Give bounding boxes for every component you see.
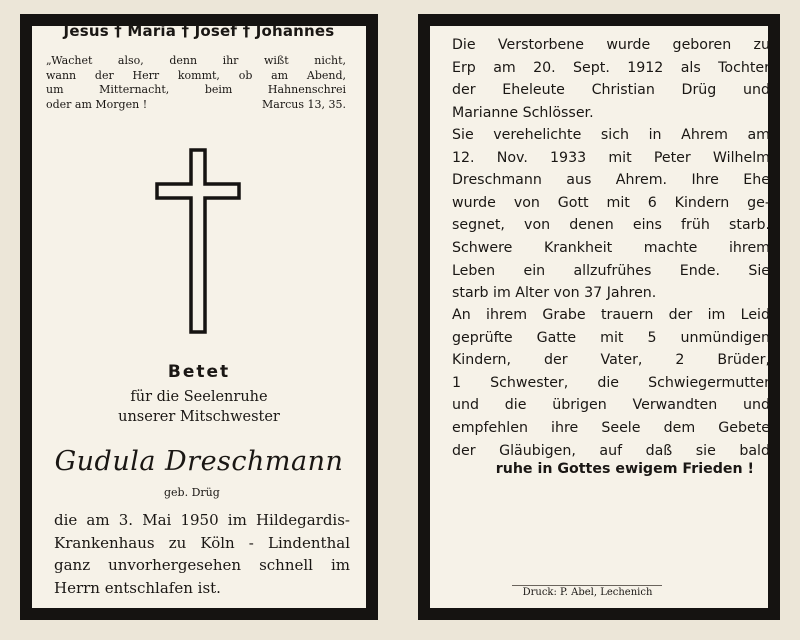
text-line: Schwere Krankheit machte ihrem xyxy=(452,239,770,256)
text-line: Herrn entschlafen ist. xyxy=(54,578,221,597)
death-notice xyxy=(54,509,350,599)
text-line: Dreschmann aus Ahrem. Ihre Ehe xyxy=(452,172,770,189)
quote-line: „Wachet also, denn ihr wißt nicht, xyxy=(46,54,346,67)
text-line: Erp am 20. Sept. 1912 als Tochter xyxy=(452,59,770,76)
text-line: der Eheleute Christian Drüg und xyxy=(452,82,770,99)
subtitle-line-1: für die Seelenruhe xyxy=(130,389,268,405)
text-line: segnet, von denen eins früh starb. xyxy=(452,217,770,234)
text-line: starb im Alter von 37 Jahren. xyxy=(452,285,657,302)
text-line: ganz unvorhergesehen schnell im xyxy=(54,556,350,574)
text-line: Die Verstorbene wurde geboren zu xyxy=(452,37,770,53)
text-line: Kindern, der Vater, 2 Brüder, xyxy=(452,352,770,369)
cross-icon xyxy=(155,148,241,334)
betet-heading: Betet xyxy=(167,362,231,382)
quote-line-last xyxy=(46,98,346,113)
printer-divider xyxy=(512,585,662,586)
text-line: Marianne Schlösser. xyxy=(452,104,594,121)
text-line: geprüfte Gatte mit 5 unmündigen xyxy=(452,329,770,346)
text-line: Leben ein allzufrühes Ende. Sie xyxy=(452,262,770,279)
text-line: wurde von Gott mit 6 Kindern ge- xyxy=(452,194,770,211)
quote-line: oder am Morgen ! xyxy=(46,97,148,111)
text-line: 12. Nov. 1933 mit Peter Wilhelm xyxy=(452,149,770,166)
text-line: der Gläubigen, auf daß sie bald xyxy=(452,442,770,459)
quote-reference: Marcus 13, 35. xyxy=(262,97,346,111)
closing-line: ruhe in Gottes ewigem Frieden ! xyxy=(495,461,754,477)
marriage-paragraph xyxy=(452,124,770,305)
text-line: Sie verehelichte sich in Ahrem am xyxy=(452,127,770,143)
quote-line: wann der Herr kommt, ob am Abend, xyxy=(46,68,346,82)
text-line: empfehlen ihre Seele dem Gebete xyxy=(452,419,770,436)
mourners-paragraph xyxy=(452,304,770,462)
text-line: 1 Schwester, die Schwiegermutter xyxy=(452,374,770,391)
subtitle-line-2: unserer Mitschwester xyxy=(118,409,280,425)
maiden-name: geb. Drüg xyxy=(164,486,220,499)
printer-imprint: Druck: P. Abel, Lechenich xyxy=(522,587,653,598)
bible-quote xyxy=(46,54,346,112)
deceased-name: Gudula Dreschmann xyxy=(54,446,344,477)
text-line: und die übrigen Verwandten und xyxy=(452,397,770,414)
text-line: Krankenhaus zu Köln - Lindenthal xyxy=(54,533,350,552)
text-line: An ihrem Grabe trauern der im Leid xyxy=(452,307,770,323)
quote-line: um Mitternacht, beim Hahnenschrei xyxy=(46,83,346,96)
birth-paragraph xyxy=(452,34,770,124)
card-heading: Jesus † Maria † Josef † Johannes xyxy=(63,22,335,40)
text-line: die am 3. Mai 1950 im Hildegardis- xyxy=(54,511,350,529)
